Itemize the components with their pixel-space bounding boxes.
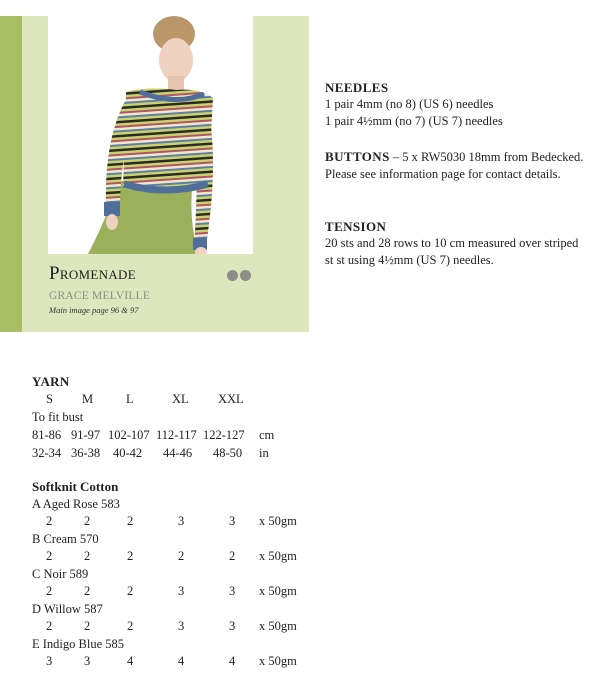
colour-qty: 3	[178, 619, 185, 633]
colour-label: B Cream 570	[32, 532, 99, 546]
model-illustration	[48, 16, 253, 254]
buttons-heading: BUTTONS	[325, 149, 390, 164]
colour-qty: 4	[178, 654, 185, 668]
size-label: XL	[172, 392, 189, 406]
colour-unit: x 50gm	[259, 549, 297, 563]
colour-qty: 3	[229, 619, 236, 633]
colour-qty: 4	[127, 654, 134, 668]
yarn-heading: YARN	[32, 374, 70, 389]
colour-qty: 2	[127, 619, 134, 633]
colour-qty: 3	[46, 654, 53, 668]
colour-qty: 2	[84, 584, 91, 598]
colour-qty: 3	[178, 514, 185, 528]
colour-unit: x 50gm	[259, 619, 297, 633]
bust-cm: 112-117	[156, 428, 197, 442]
colour-label: A Aged Rose 583	[32, 497, 120, 511]
colour-qty: 2	[229, 549, 236, 563]
colour-qty: 2	[178, 549, 185, 563]
size-label: M	[82, 392, 94, 406]
colour-qty: 2	[46, 549, 53, 563]
in-unit: in	[259, 446, 269, 460]
colour-qty: 2	[84, 514, 91, 528]
bust-cm: 81-86	[32, 428, 62, 442]
page-dots	[227, 268, 253, 286]
bust-in: 48-50	[213, 446, 243, 460]
size-label: L	[126, 392, 134, 406]
bust-in: 32-34	[32, 446, 62, 460]
colour-qty: 2	[127, 549, 134, 563]
pattern-title: Promenade	[49, 263, 136, 284]
dot-icon	[240, 270, 251, 281]
image-reference: Main image page 96 & 97	[49, 305, 139, 315]
model-photo	[48, 16, 253, 254]
colour-qty: 2	[84, 549, 91, 563]
needles-line-2: 1 pair 4½mm (no 7) (US 7) needles	[325, 114, 503, 128]
colour-unit: x 50gm	[259, 514, 297, 528]
tension-section	[325, 218, 585, 269]
colour-qty: 4	[229, 654, 236, 668]
colour-qty: 3	[178, 584, 185, 598]
size-label: S	[46, 392, 53, 406]
dot-icon	[227, 270, 238, 281]
colour-qty: 3	[229, 514, 236, 528]
bust-cm: 91-97	[71, 428, 101, 442]
fit-label: To fit bust	[32, 410, 84, 424]
needles-line-1: 1 pair 4mm (no 8) (US 6) needles	[325, 97, 494, 111]
needles-heading: NEEDLES	[325, 80, 389, 95]
bust-cm: 122-127	[203, 428, 245, 442]
colour-qty: 2	[46, 584, 53, 598]
buttons-text: – 5 x RW5030 18mm from Bedecked. Please see information page for contact details.	[325, 150, 584, 181]
yarn-name: Softknit Cotton	[32, 479, 119, 494]
yarn-section	[32, 374, 70, 390]
bust-in: 44-46	[163, 446, 193, 460]
bust-in: 36-38	[71, 446, 101, 460]
colour-qty: 2	[127, 514, 134, 528]
colour-unit: x 50gm	[259, 584, 297, 598]
colour-unit: x 50gm	[259, 654, 297, 668]
size-label: XXL	[218, 392, 244, 406]
accent-stripe	[0, 16, 22, 332]
colour-label: E Indigo Blue 585	[32, 637, 125, 651]
bust-cm: 102-107	[108, 428, 150, 442]
colour-qty: 2	[46, 514, 53, 528]
cm-unit: cm	[259, 428, 275, 442]
needles-section	[325, 79, 585, 130]
colour-qty: 2	[84, 619, 91, 633]
colour-qty: 3	[84, 654, 91, 668]
tension-heading: TENSION	[325, 219, 387, 234]
colour-qty: 3	[229, 584, 236, 598]
colour-qty: 2	[46, 619, 53, 633]
colour-qty: 2	[127, 584, 134, 598]
buttons-section	[325, 148, 585, 183]
tension-text: 20 sts and 28 rows to 10 cm measured over striped st st using 4½mm (US 7) needles.	[325, 236, 579, 267]
designer-name: GRACE MELVILLE	[49, 290, 151, 302]
colour-label: C Noir 589	[32, 567, 89, 581]
bust-in: 40-42	[113, 446, 143, 460]
colour-label: D Willow 587	[32, 602, 103, 616]
